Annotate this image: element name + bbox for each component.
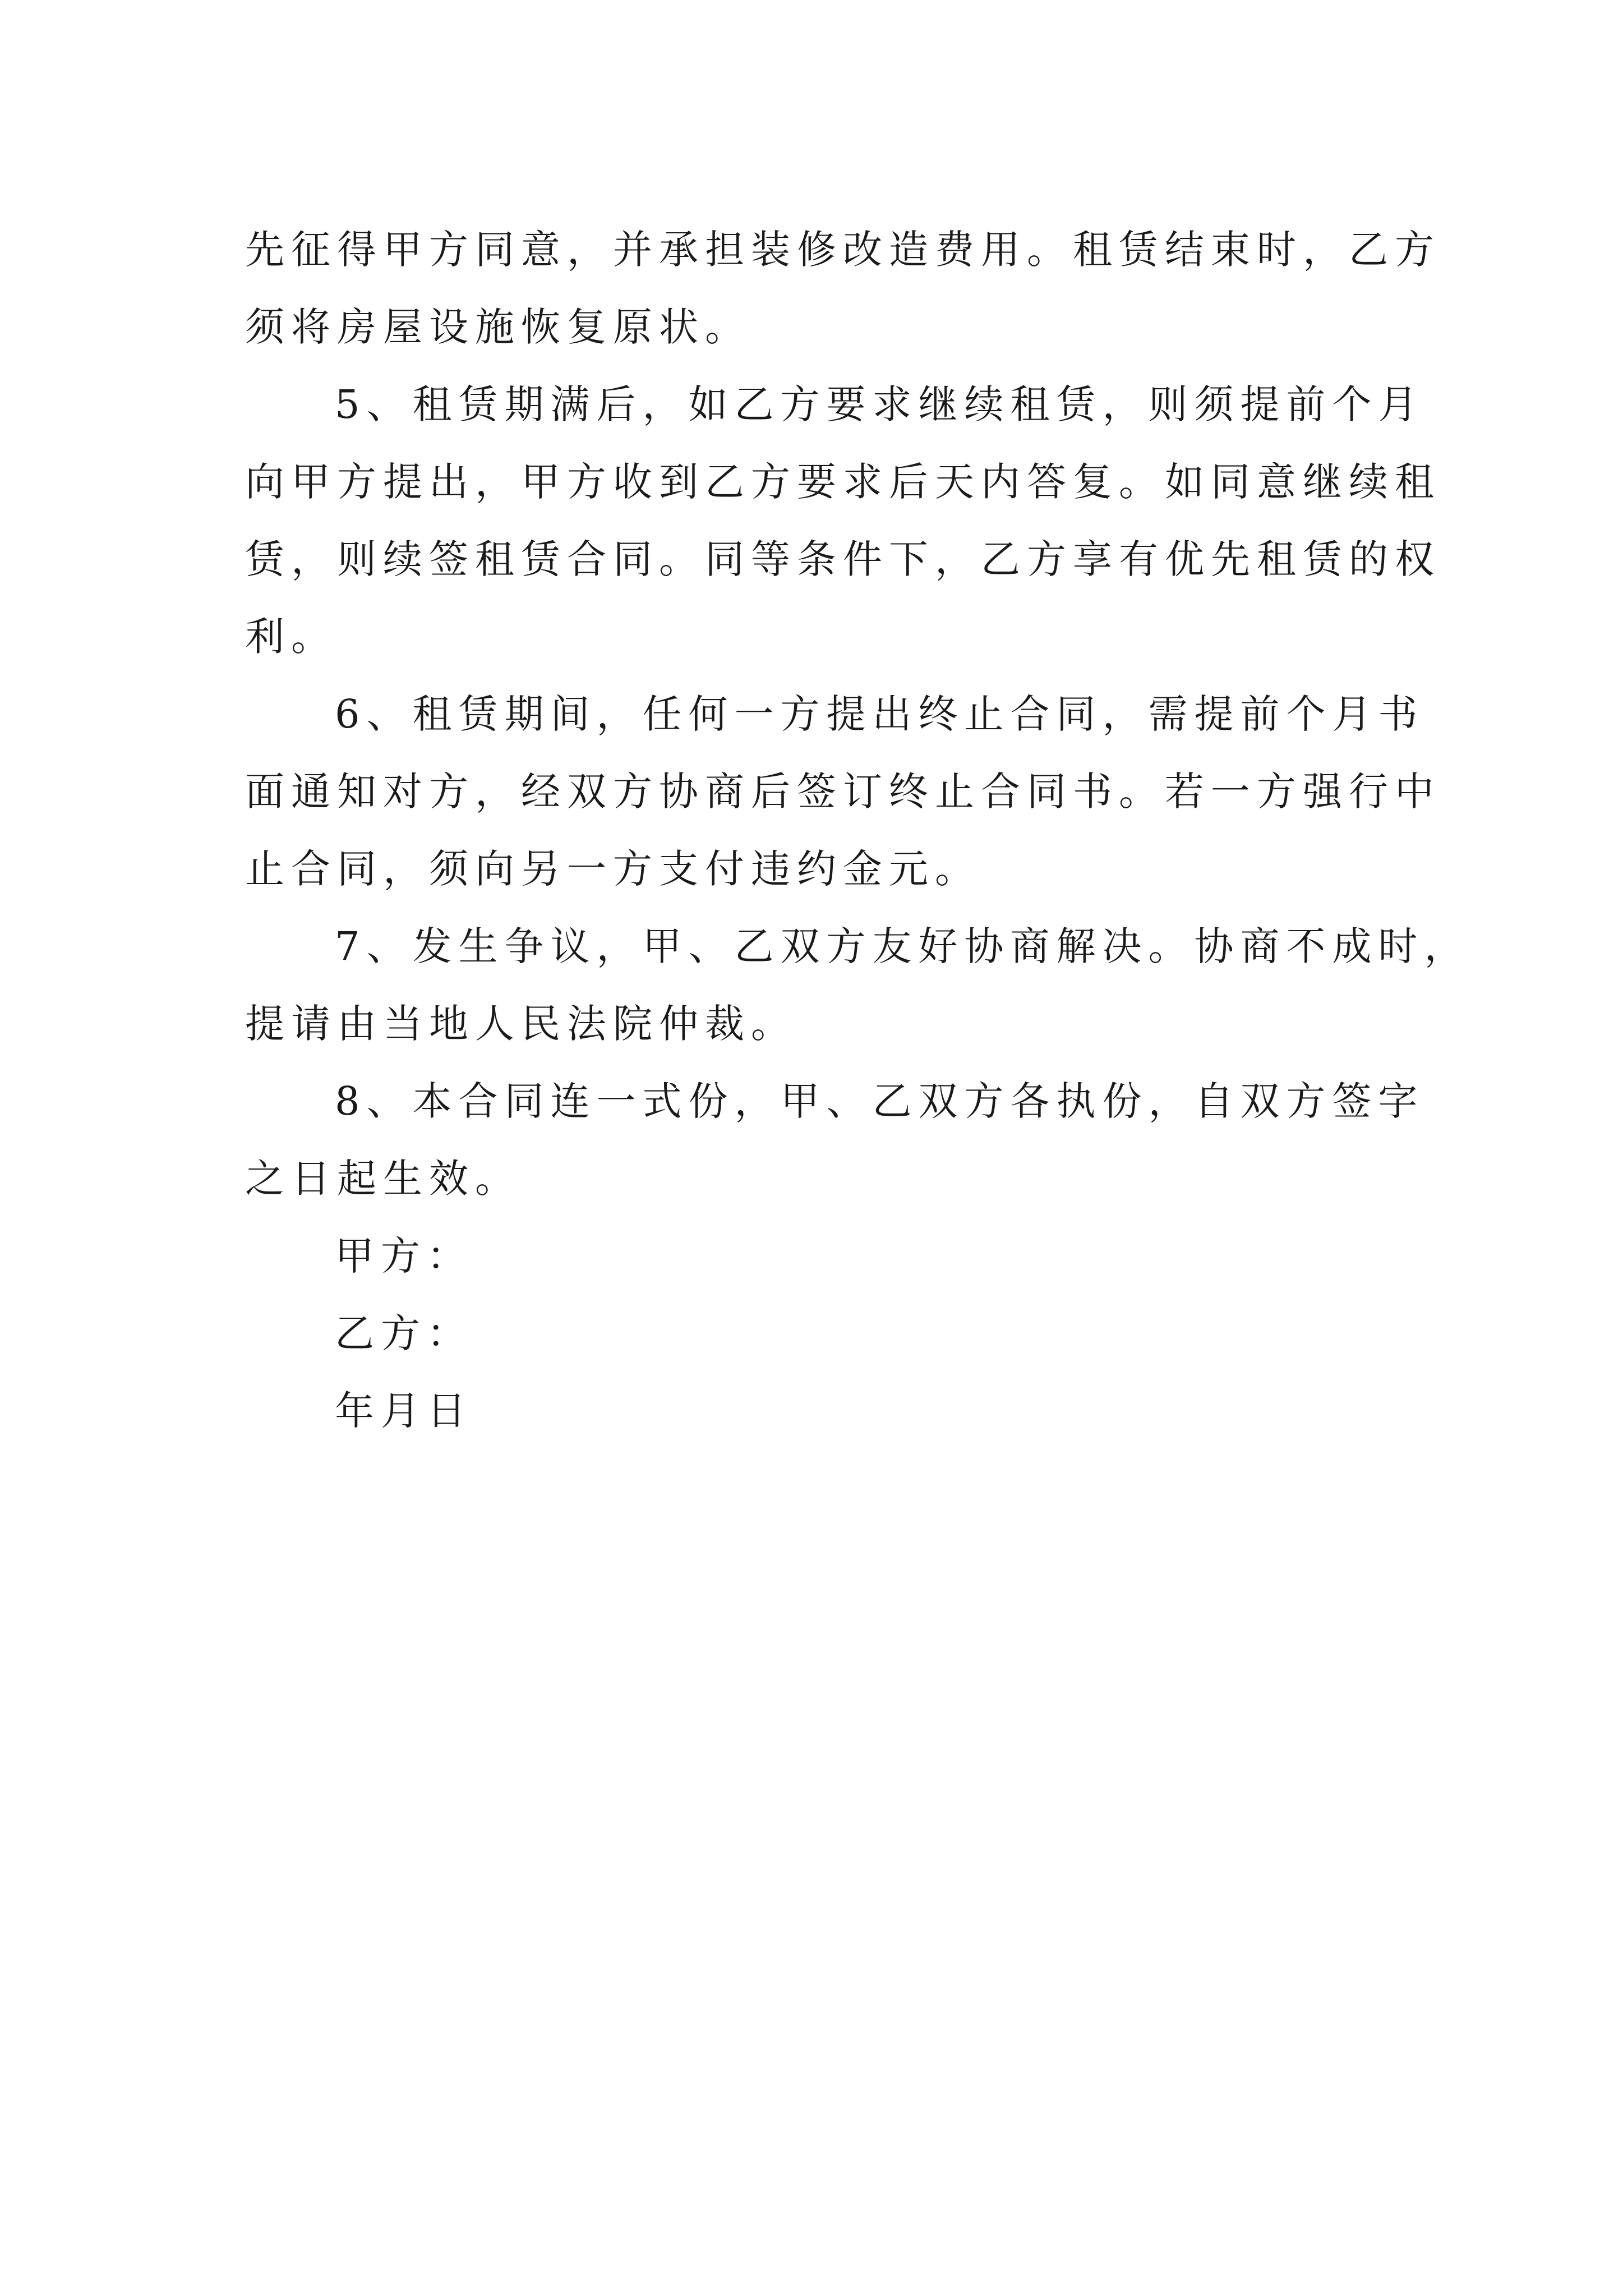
paragraph-clause-5: [245, 366, 1441, 675]
text-line: 6、租赁期间，任何一方提出终止合同，需提前个月书: [335, 691, 1424, 737]
text-line: 5、租赁期满后，如乙方要求继续租赁，则须提前个月: [335, 381, 1424, 427]
text-line: 赁，则续签租赁合同。同等条件下，乙方享有优先租赁的权: [245, 536, 1441, 582]
text-line: 利。: [245, 614, 337, 660]
paragraph-clause-7: [245, 908, 1470, 1062]
text-line: 向甲方提出，甲方收到乙方要求后天内答复。如同意继续租: [245, 459, 1441, 505]
signature-block: [245, 1217, 1389, 1450]
text-line: 止合同，须向另一方支付违约金元。: [245, 846, 981, 892]
paragraph-clause-8: [245, 1062, 1424, 1217]
contract-body: [245, 211, 1470, 1450]
date-label: 年月日: [335, 1388, 473, 1434]
party-a-label: 甲方：: [335, 1233, 473, 1279]
paragraph-clause-6: [245, 675, 1441, 908]
party-b-label: 乙方：: [335, 1310, 473, 1356]
paragraph-clause-4-continued: [245, 211, 1441, 366]
text-line: 先征得甲方同意，并承担装修改造费用。租赁结束时，乙方: [245, 227, 1441, 273]
text-line: 之日起生效。: [245, 1156, 521, 1202]
text-line: 面通知对方，经双方协商后签订终止合同书。若一方强行中: [245, 769, 1441, 815]
text-line: 8、本合同连一式份，甲、乙双方各执份，自双方签字: [335, 1078, 1424, 1124]
text-line: 7、发生争议，甲、乙双方友好协商解决。协商不成时，: [335, 923, 1470, 969]
text-line: 须将房屋设施恢复原状。: [245, 304, 751, 350]
text-line: 提请由当地人民法院仲裁。: [245, 1001, 797, 1047]
